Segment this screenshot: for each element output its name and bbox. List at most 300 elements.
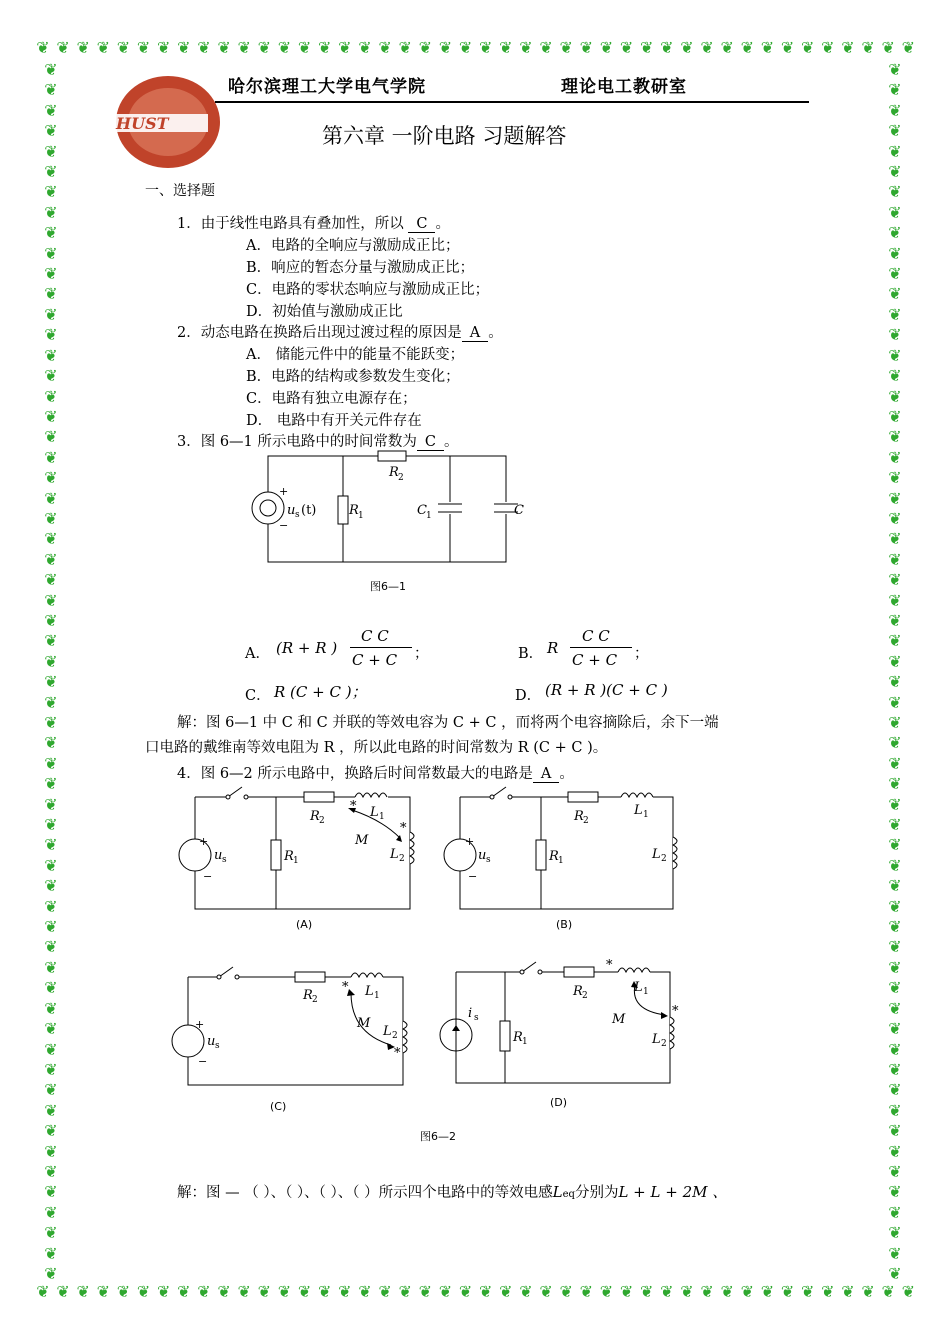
leaf-icon: ❦ [740, 38, 755, 57]
q1-option-a: A．电路的全响应与激励成正比； [246, 238, 460, 254]
leaf-icon: ❦ [888, 835, 902, 855]
leaf-icon: ❦ [888, 202, 902, 222]
q3-option-b-fracbar [570, 647, 632, 648]
svg-text:2: 2 [319, 816, 325, 826]
leaf-icon: ❦ [44, 284, 58, 304]
leaf-icon: ❦ [44, 815, 58, 835]
leaf-icon: ❦ [378, 1282, 392, 1301]
svg-text:(t): (t) [301, 503, 317, 518]
leaf-icon: ❦ [44, 529, 58, 549]
leaf-icon: ❦ [44, 570, 58, 590]
q3-option-b-num: C C [582, 627, 610, 645]
svg-text:C: C [417, 503, 427, 518]
leaf-icon: ❦ [888, 1161, 902, 1181]
leaf-icon: ❦ [888, 896, 902, 916]
leaf-icon: ❦ [44, 692, 58, 712]
q3-option-b-den: C + C [572, 651, 618, 669]
svg-text:M: M [612, 1012, 626, 1027]
leaf-icon: ❦ [888, 998, 902, 1018]
leaf-icon: ❦ [888, 447, 902, 467]
leaf-icon: ❦ [640, 1282, 654, 1301]
svg-text:*: * [606, 958, 613, 973]
leaf-icon: ❦ [901, 1282, 916, 1301]
leaf-icon: ❦ [217, 38, 231, 57]
leaf-icon: ❦ [888, 1019, 902, 1039]
leaf-icon: ❦ [44, 1100, 58, 1120]
leaf-icon: ❦ [888, 631, 902, 651]
q2-stem: 2．动态电路在换路后出现过渡过程的原因是 A 。 [177, 325, 503, 341]
leaf-icon: ❦ [841, 1282, 855, 1301]
q1-stem: 1．由于线性电路具有叠加性，所以 C 。 [177, 216, 450, 232]
svg-text:R: R [389, 465, 399, 480]
circuit-c [165, 955, 420, 1090]
leaf-icon: ❦ [888, 815, 902, 835]
svg-text:L: L [634, 803, 643, 818]
leaf-icon: ❦ [760, 38, 775, 57]
svg-text:*: * [342, 980, 349, 995]
leaf-icon: ❦ [888, 386, 902, 406]
leaf-icon: ❦ [861, 38, 875, 57]
leaf-icon: ❦ [559, 38, 573, 57]
leaf-icon: ❦ [157, 38, 171, 57]
leaf-icon: ❦ [398, 1282, 412, 1301]
leaf-icon: ❦ [44, 957, 58, 977]
leaf-icon: ❦ [237, 1282, 251, 1301]
svg-text:−: − [279, 519, 289, 532]
leaf-icon: ❦ [44, 1223, 58, 1243]
q2-answer: A [462, 325, 488, 342]
q3-option-a-label: A． [245, 646, 270, 662]
leaf-icon: ❦ [841, 38, 855, 57]
leaf-icon: ❦ [760, 1282, 775, 1301]
leaf-icon: ❦ [257, 1282, 272, 1301]
leaf-icon: ❦ [44, 753, 58, 773]
leaf-icon: ❦ [36, 38, 50, 57]
svg-text:L: L [370, 805, 379, 820]
leaf-icon: ❦ [821, 1282, 835, 1301]
border-left [44, 62, 58, 1282]
leaf-icon: ❦ [177, 1282, 191, 1301]
circuit-a [170, 782, 425, 912]
q2-option-b: B．电路的结构或参数发生变化； [246, 369, 460, 385]
q2-option-d: D． 电路中有开关元件存在 [246, 413, 422, 429]
svg-text:2: 2 [661, 854, 667, 864]
leaf-icon: ❦ [44, 733, 58, 753]
leaf-icon: ❦ [479, 1282, 493, 1301]
svg-text:R: R [310, 809, 320, 824]
leaf-icon: ❦ [44, 447, 58, 467]
leaf-icon: ❦ [44, 488, 58, 508]
svg-text:1: 1 [643, 987, 649, 997]
q3-option-a-end: ； [414, 646, 429, 662]
circuit-b-caption: (B) [556, 918, 573, 931]
svg-text:+: + [199, 835, 209, 848]
leaf-icon: ❦ [398, 38, 412, 57]
leaf-icon: ❦ [44, 1243, 58, 1263]
leaf-icon: ❦ [888, 284, 902, 304]
leaf-icon: ❦ [136, 1282, 151, 1301]
leaf-icon: ❦ [438, 38, 453, 57]
svg-text:C: C [514, 503, 524, 518]
svg-text:i: i [468, 1006, 473, 1021]
svg-text:−: − [203, 870, 213, 883]
leaf-icon: ❦ [888, 1080, 902, 1100]
leaf-icon: ❦ [44, 998, 58, 1018]
leaf-icon: ❦ [888, 508, 902, 528]
leaf-icon: ❦ [660, 38, 674, 57]
leaf-icon: ❦ [888, 937, 902, 957]
leaf-icon: ❦ [277, 38, 292, 57]
q3-solution-line1: 解：图 6—1 中 C 和 C 并联的等效电容为 C + C ，而将两个电容摘除后，余下一端 [177, 715, 719, 731]
leaf-icon: ❦ [720, 1282, 734, 1301]
leaf-icon: ❦ [277, 1282, 292, 1301]
svg-text:−: − [198, 1055, 208, 1068]
q3-option-a-fracbar [350, 647, 412, 648]
logo-text: HUST [116, 114, 169, 133]
leaf-icon: ❦ [44, 1202, 58, 1222]
leaf-icon: ❦ [888, 1243, 902, 1263]
leaf-icon: ❦ [888, 100, 902, 120]
leaf-icon: ❦ [888, 366, 902, 386]
q4-stem: 4．图 6—2 所示电路中，换路后时间常数最大的电路是 A 。 [177, 766, 574, 782]
leaf-icon: ❦ [338, 38, 352, 57]
leaf-icon: ❦ [888, 304, 902, 324]
leaf-icon: ❦ [44, 1141, 58, 1161]
leaf-icon: ❦ [888, 978, 902, 998]
q2-option-c: C．电路有独立电源存在； [246, 391, 417, 407]
leaf-icon: ❦ [888, 957, 902, 977]
leaf-icon: ❦ [44, 162, 58, 182]
leaf-icon: ❦ [888, 774, 902, 794]
leaf-icon: ❦ [700, 1282, 714, 1301]
svg-text:M: M [355, 833, 369, 848]
leaf-icon: ❦ [499, 38, 513, 57]
leaf-icon: ❦ [44, 774, 58, 794]
svg-text:+: + [195, 1018, 205, 1031]
header-school: 哈尔滨理工大学电气学院 [228, 77, 426, 97]
leaf-icon: ❦ [888, 753, 902, 773]
leaf-icon: ❦ [888, 1121, 902, 1141]
figure-6-1-caption: 图6—1 [370, 580, 406, 593]
leaf-icon: ❦ [358, 38, 372, 57]
leaf-icon: ❦ [44, 855, 58, 875]
leaf-icon: ❦ [888, 692, 902, 712]
svg-text:M: M [357, 1016, 371, 1031]
svg-text:1: 1 [293, 856, 299, 866]
q3-option-b-label: B． [518, 646, 544, 662]
svg-text:L: L [383, 1024, 392, 1039]
leaf-icon: ❦ [44, 937, 58, 957]
leaf-icon: ❦ [881, 1282, 895, 1301]
circuit-b [440, 782, 695, 912]
circuit-d-caption: (D) [550, 1096, 568, 1109]
border-bottom [36, 1284, 916, 1300]
svg-text:L: L [652, 847, 661, 862]
svg-text:*: * [400, 821, 407, 836]
leaf-icon: ❦ [44, 1080, 58, 1100]
leaf-icon: ❦ [44, 304, 58, 324]
leaf-icon: ❦ [378, 38, 392, 57]
leaf-icon: ❦ [888, 610, 902, 630]
leaf-icon: ❦ [539, 38, 553, 57]
leaf-icon: ❦ [44, 406, 58, 426]
leaf-icon: ❦ [44, 100, 58, 120]
leaf-icon: ❦ [197, 1282, 211, 1301]
svg-text:R: R [349, 503, 359, 518]
leaf-icon: ❦ [499, 1282, 513, 1301]
q3-option-b-expr: R [547, 639, 559, 657]
leaf-icon: ❦ [44, 651, 58, 671]
leaf-icon: ❦ [76, 1282, 90, 1301]
header-rule [215, 101, 809, 103]
svg-text:*: * [394, 1046, 401, 1061]
leaf-icon: ❦ [44, 1182, 58, 1202]
leaf-icon: ❦ [479, 38, 493, 57]
leaf-icon: ❦ [559, 1282, 573, 1301]
leaf-icon: ❦ [44, 264, 58, 284]
leaf-icon: ❦ [579, 38, 594, 57]
svg-text:u: u [287, 503, 296, 518]
leaf-icon: ❦ [44, 876, 58, 896]
leaf-icon: ❦ [44, 121, 58, 141]
leaf-icon: ❦ [888, 1263, 902, 1283]
leaf-icon: ❦ [619, 1282, 634, 1301]
svg-text:L: L [365, 984, 374, 999]
leaf-icon: ❦ [177, 38, 191, 57]
leaf-icon: ❦ [680, 38, 694, 57]
leaf-icon: ❦ [418, 38, 433, 57]
leaf-icon: ❦ [44, 1039, 58, 1059]
q4-answer: A [533, 766, 559, 783]
leaf-icon: ❦ [44, 1161, 58, 1181]
svg-text:s: s [474, 1013, 479, 1023]
leaf-icon: ❦ [888, 1223, 902, 1243]
leaf-icon: ❦ [44, 1059, 58, 1079]
border-right [888, 62, 902, 1282]
leaf-icon: ❦ [888, 325, 902, 345]
leaf-icon: ❦ [458, 38, 473, 57]
leaf-icon: ❦ [801, 38, 815, 57]
chapter-title: 第六章 一阶电路 习题解答 [322, 124, 567, 148]
q1-option-d: D．初始值与激励成正比 [246, 304, 403, 320]
leaf-icon: ❦ [888, 1059, 902, 1079]
leaf-icon: ❦ [888, 876, 902, 896]
leaf-icon: ❦ [640, 38, 654, 57]
leaf-icon: ❦ [44, 243, 58, 263]
leaf-icon: ❦ [901, 38, 916, 57]
leaf-icon: ❦ [720, 38, 734, 57]
leaf-icon: ❦ [888, 590, 902, 610]
leaf-icon: ❦ [888, 1039, 902, 1059]
leaf-icon: ❦ [801, 1282, 815, 1301]
svg-text:L: L [652, 1032, 661, 1047]
leaf-icon: ❦ [44, 468, 58, 488]
leaf-icon: ❦ [888, 121, 902, 141]
leaf-icon: ❦ [297, 1282, 312, 1301]
leaf-icon: ❦ [888, 427, 902, 447]
leaf-icon: ❦ [599, 1282, 614, 1301]
q1-option-b: B．响应的暂态分量与激励成正比； [246, 260, 475, 276]
svg-text:2: 2 [399, 854, 405, 864]
q3-option-a-expr: (R + R ) [276, 639, 338, 657]
q3-option-c-label: C． [245, 688, 271, 704]
leaf-icon: ❦ [881, 38, 895, 57]
leaf-icon: ❦ [136, 38, 151, 57]
leaf-icon: ❦ [888, 855, 902, 875]
leaf-icon: ❦ [44, 223, 58, 243]
svg-text:R: R [513, 1030, 523, 1045]
svg-text:R: R [284, 849, 294, 864]
leaf-icon: ❦ [44, 427, 58, 447]
q1-option-c: C．电路的零状态响应与激励成正比； [246, 282, 490, 298]
leaf-icon: ❦ [237, 38, 251, 57]
leaf-icon: ❦ [44, 917, 58, 937]
circuit-a-caption: (A) [296, 918, 313, 931]
q3-option-a-num: C C [361, 627, 389, 645]
leaf-icon: ❦ [888, 60, 902, 79]
leaf-icon: ❦ [56, 38, 70, 57]
leaf-icon: ❦ [458, 1282, 473, 1301]
leaf-icon: ❦ [888, 345, 902, 365]
svg-text:u: u [214, 848, 223, 863]
svg-text:2: 2 [583, 816, 589, 826]
leaf-icon: ❦ [660, 1282, 674, 1301]
leaf-icon: ❦ [44, 549, 58, 569]
leaf-icon: ❦ [888, 406, 902, 426]
leaf-icon: ❦ [338, 1282, 352, 1301]
leaf-icon: ❦ [257, 38, 272, 57]
leaf-icon: ❦ [579, 1282, 594, 1301]
leaf-icon: ❦ [44, 610, 58, 630]
svg-text:2: 2 [582, 991, 588, 1001]
header-office: 理论电工教研室 [561, 77, 687, 97]
q2-option-a: A． 储能元件中的能量不能跃变； [246, 347, 465, 363]
q3-option-a-den: C + C [352, 651, 398, 669]
leaf-icon: ❦ [888, 223, 902, 243]
leaf-icon: ❦ [888, 713, 902, 732]
leaf-icon: ❦ [44, 141, 58, 161]
leaf-icon: ❦ [318, 1282, 332, 1301]
leaf-icon: ❦ [888, 243, 902, 263]
leaf-icon: ❦ [438, 1282, 453, 1301]
leaf-icon: ❦ [888, 1202, 902, 1222]
leaf-icon: ❦ [44, 366, 58, 386]
leaf-icon: ❦ [96, 1282, 111, 1301]
svg-text:+: + [279, 485, 289, 498]
leaf-icon: ❦ [519, 38, 533, 57]
svg-text:1: 1 [426, 511, 432, 521]
leaf-icon: ❦ [44, 80, 58, 100]
leaf-icon: ❦ [44, 794, 58, 814]
section-heading: 一、选择题 [145, 183, 215, 199]
leaf-icon: ❦ [297, 38, 312, 57]
leaf-icon: ❦ [217, 1282, 231, 1301]
leaf-icon: ❦ [44, 835, 58, 855]
leaf-icon: ❦ [619, 38, 634, 57]
svg-text:s: s [215, 1041, 220, 1051]
leaf-icon: ❦ [539, 1282, 553, 1301]
leaf-icon: ❦ [888, 162, 902, 182]
leaf-icon: ❦ [418, 1282, 433, 1301]
svg-text:R: R [303, 988, 313, 1003]
leaf-icon: ❦ [888, 529, 902, 549]
leaf-icon: ❦ [116, 38, 131, 57]
svg-text:*: * [672, 1004, 679, 1019]
leaf-icon: ❦ [519, 1282, 533, 1301]
svg-text:s: s [486, 855, 491, 865]
leaf-icon: ❦ [44, 386, 58, 406]
leaf-icon: ❦ [44, 1263, 58, 1283]
svg-text:2: 2 [398, 473, 404, 483]
leaf-icon: ❦ [888, 733, 902, 753]
leaf-icon: ❦ [888, 468, 902, 488]
svg-text:+: + [465, 835, 475, 848]
q3-answer: C [417, 434, 444, 451]
leaf-icon: ❦ [44, 896, 58, 916]
leaf-icon: ❦ [358, 1282, 372, 1301]
leaf-icon: ❦ [44, 202, 58, 222]
svg-text:1: 1 [374, 991, 380, 1001]
svg-text:s: s [222, 855, 227, 865]
q3-option-d-label: D． [515, 688, 542, 704]
leaf-icon: ❦ [861, 1282, 875, 1301]
svg-text:2: 2 [392, 1031, 398, 1041]
q3-stem: 3．图 6—1 所示电路中的时间常数为 C 。 [177, 434, 459, 450]
leaf-icon: ❦ [44, 713, 58, 732]
svg-text:L: L [634, 980, 643, 995]
leaf-icon: ❦ [116, 1282, 131, 1301]
svg-text:R: R [574, 809, 584, 824]
leaf-icon: ❦ [888, 141, 902, 161]
leaf-icon: ❦ [888, 651, 902, 671]
leaf-icon: ❦ [888, 1182, 902, 1202]
circuit-d [430, 955, 685, 1090]
svg-text:s: s [295, 510, 300, 520]
leaf-icon: ❦ [888, 488, 902, 508]
leaf-icon: ❦ [44, 672, 58, 692]
leaf-icon: ❦ [888, 549, 902, 569]
leaf-icon: ❦ [888, 264, 902, 284]
leaf-icon: ❦ [888, 80, 902, 100]
figure-6-2-caption: 图6—2 [420, 1130, 456, 1143]
leaf-icon: ❦ [888, 794, 902, 814]
q3-solution-line2: 口电路的戴维南等效电阻为 R ，所以此电路的时间常数为 R (C + C )。 [145, 740, 608, 756]
leaf-icon: ❦ [44, 182, 58, 202]
leaf-icon: ❦ [780, 38, 795, 57]
leaf-icon: ❦ [780, 1282, 795, 1301]
leaf-icon: ❦ [44, 60, 58, 79]
leaf-icon: ❦ [157, 1282, 171, 1301]
svg-text:2: 2 [661, 1039, 667, 1049]
leaf-icon: ❦ [599, 38, 614, 57]
leaf-icon: ❦ [44, 325, 58, 345]
figure-6-1 [245, 448, 525, 570]
q3-option-d-expr: (R + R )(C + C ) [545, 681, 668, 699]
leaf-icon: ❦ [888, 1141, 902, 1161]
q1-answer: C [408, 216, 435, 233]
leaf-icon: ❦ [44, 345, 58, 365]
svg-text:1: 1 [558, 856, 564, 866]
leaf-icon: ❦ [888, 1100, 902, 1120]
leaf-icon: ❦ [740, 1282, 755, 1301]
q4-solution: 解：图 — （ ）、（ ）、（ ）、（ ）所示四个电路中的等效电感Leq分别为L + L + 2M 、 [177, 1183, 728, 1201]
leaf-icon: ❦ [44, 1121, 58, 1141]
leaf-icon: ❦ [821, 38, 835, 57]
leaf-icon: ❦ [36, 1282, 50, 1301]
leaf-icon: ❦ [197, 38, 211, 57]
leaf-icon: ❦ [680, 1282, 694, 1301]
svg-text:1: 1 [643, 810, 649, 820]
